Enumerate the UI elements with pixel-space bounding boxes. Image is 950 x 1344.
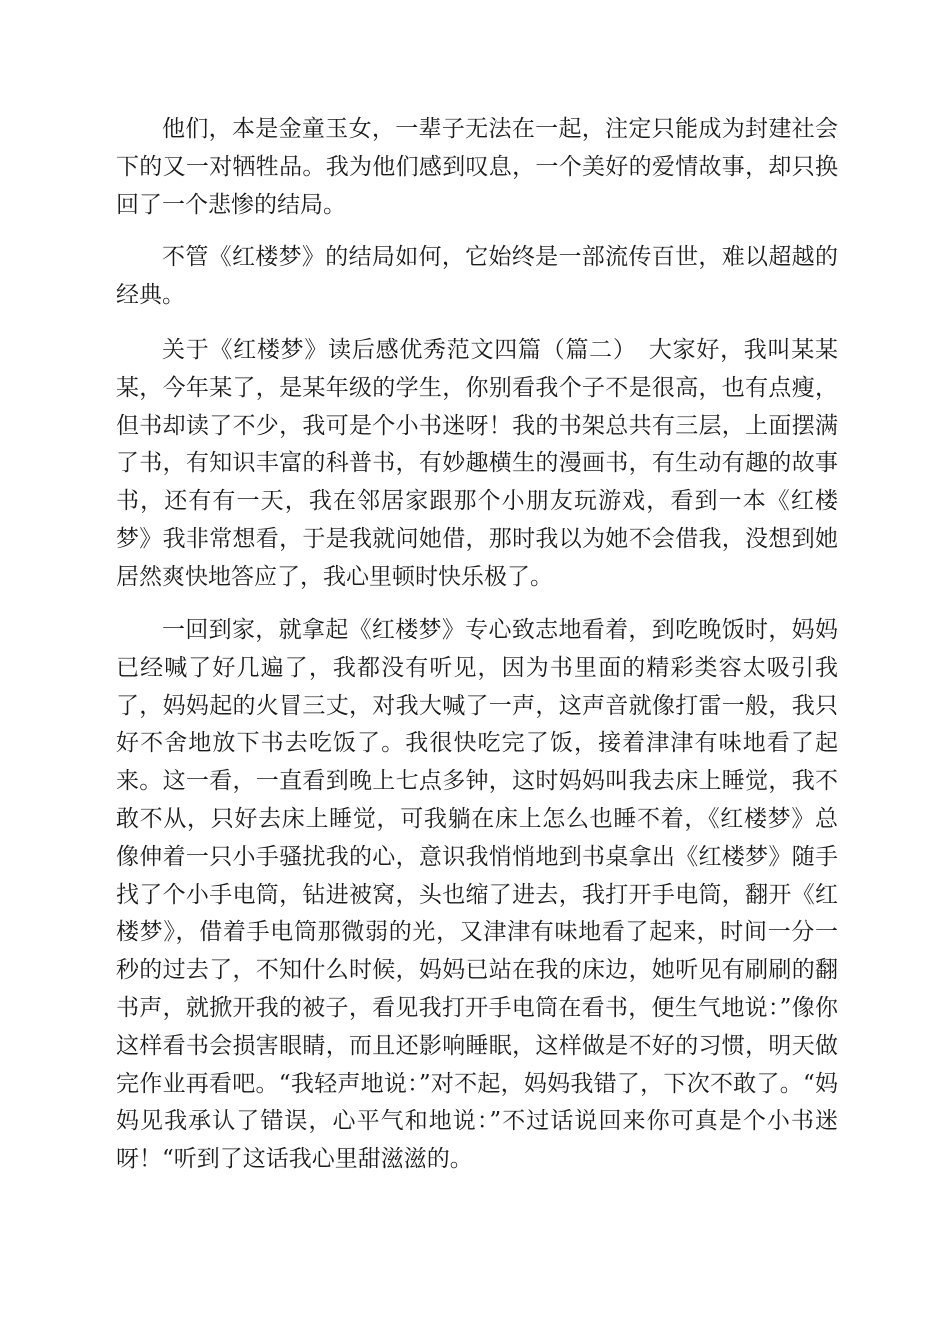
paragraph-4: 一回到家，就拿起《红楼梦》专心致志地看着，到吃晚饭时，妈妈已经喊了好几遍了，我都没有听见，因为书里面的精彩类容太吸引我了，妈妈起的火冒三丈，对我大喊了一声，这声音就像打雷一般，我只好不舍地放下书去吃饭了。我很快吃完了饭，接着津津有味地看了起来。这一看，一直看到晚上七点多钟，这时妈妈叫我去床上睡觉，我不敢不从，只好去床上睡觉，可我躺在床上怎么也睡不着，《红楼梦》总像伸着一只小手骚扰我的心，意识我悄悄地到书桌拿出《红楼梦》随手找了个小手电筒，钻进被窝，头也缩了进去，我打开手电筒，翻开《红楼梦》，借着手电筒那微弱的光，又津津有味地看了起来，时间一分一秒的过去了，不知什么时候，妈妈已站在我的床边，她听见有刷刷的翻书声，就掀开我的被子，看见我打开手电筒在看书，便生气地说：”像你这样看书会损害眼睛，而且还影响睡眠，这样做是不好的习惯，明天做完作业再看吧。“我轻声地说：”对不起，妈妈我错了，下次不敢了。“妈妈见我承认了错误，心平气和地说：”不过话说回来你可真是个小书迷呀！“听到了这话我心里甜滋滋的。 bbox=[116, 617, 838, 1173]
paragraph-1: 他们，本是金童玉女，一辈子无法在一起，注定只能成为封建社会下的又一对牺牲品。我为他们感到叹息，一个美好的爱情故事，却只换回了一个悲惨的结局。 bbox=[116, 116, 838, 218]
paragraph-3: 关于《红楼梦》读后感优秀范文四篇（篇二） 大家好，我叫某某某，今年某了，是某年级的学生，你别看我个子不是很高，也有点瘦，但书却读了不少，我可是个小书迷呀！我的书架总共有三层，上面摆满了书，有知识丰富的科普书，有妙趣横生的漫画书，有生动有趣的故事书，还有有一天，我在邻居家跟那个小朋友玩游戏，看到一本《红楼梦》我非常想看，于是我就问她借，那时我以为她不会借我，没想到她居然爽快地答应了，我心里顿时快乐极了。 bbox=[116, 337, 838, 590]
paragraph-2: 不管《红楼梦》的结局如何，它始终是一部流传百世，难以超越的经典。 bbox=[116, 244, 838, 308]
